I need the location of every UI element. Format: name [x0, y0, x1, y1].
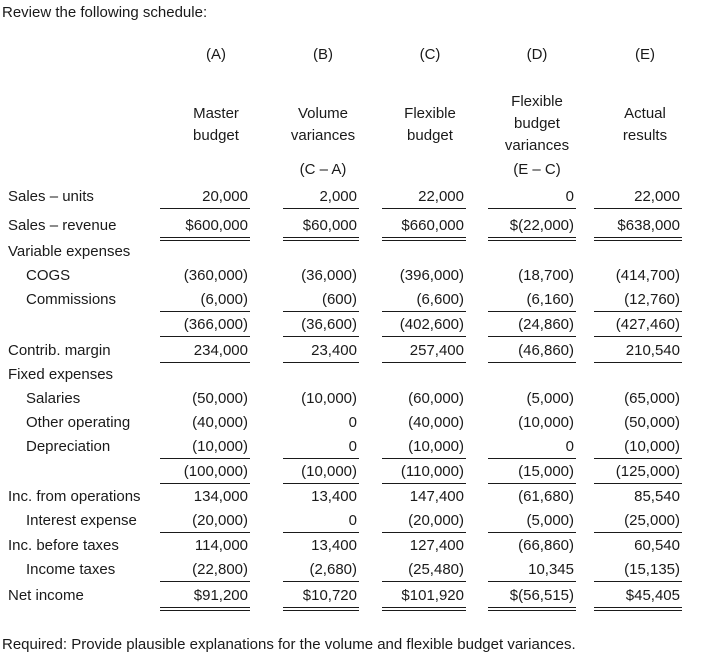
underline — [382, 483, 466, 484]
column-letter: (C) — [419, 46, 441, 63]
value-cell: 23,400 — [311, 342, 357, 359]
value-cell: (15,135) — [624, 561, 680, 578]
row-label: Income taxes — [26, 561, 116, 578]
value-cell: 2,000 — [319, 188, 357, 205]
value-cell: 234,000 — [193, 342, 248, 359]
row-label: Commissions — [26, 291, 117, 308]
underline — [160, 607, 250, 608]
row-label: Salaries — [26, 390, 81, 407]
instructions-text: Review the following schedule: — [2, 4, 208, 21]
double-underline — [382, 610, 466, 611]
underline — [594, 607, 682, 608]
double-underline — [160, 610, 250, 611]
value-cell: (36,000) — [301, 267, 357, 284]
value-cell: $638,000 — [617, 217, 680, 234]
column-title-line: budget — [514, 115, 560, 132]
row-label: COGS — [26, 267, 71, 284]
value-cell: (15,000) — [518, 463, 574, 480]
value-cell: 127,400 — [409, 537, 464, 554]
column-formula: (E – C) — [513, 161, 561, 178]
row-label: Net income — [8, 587, 84, 604]
value-cell: (61,680) — [518, 488, 574, 505]
underline — [382, 208, 466, 209]
underline — [382, 532, 466, 533]
underline — [283, 458, 359, 459]
value-cell: $101,920 — [401, 587, 464, 604]
column-title-line: budget — [407, 127, 453, 144]
row-label: Inc. before taxes — [8, 537, 119, 554]
underline — [488, 336, 576, 337]
underline — [160, 208, 250, 209]
column-formula: (C – A) — [299, 161, 347, 178]
value-cell: (5,000) — [526, 512, 574, 529]
value-cell: 13,400 — [311, 488, 357, 505]
value-cell: (6,600) — [416, 291, 464, 308]
value-cell: (360,000) — [183, 267, 248, 284]
underline — [594, 311, 682, 312]
value-cell: (60,000) — [408, 390, 464, 407]
value-cell: (5,000) — [526, 390, 574, 407]
column-letter: (B) — [313, 46, 333, 63]
underline — [160, 458, 250, 459]
underline — [160, 362, 250, 363]
value-cell: 114,000 — [194, 537, 248, 554]
value-cell: (25,000) — [624, 512, 680, 529]
underline — [283, 532, 359, 533]
value-cell: 257,400 — [409, 342, 464, 359]
value-cell: (40,000) — [192, 414, 248, 431]
value-cell: (46,860) — [518, 342, 574, 359]
double-underline — [283, 610, 359, 611]
underline — [283, 607, 359, 608]
value-cell: (110,000) — [400, 463, 464, 480]
value-cell: (50,000) — [192, 390, 248, 407]
value-cell: 22,000 — [418, 188, 464, 205]
underline — [283, 362, 359, 363]
underline — [283, 581, 359, 582]
value-cell: (6,000) — [200, 291, 248, 308]
value-cell: $10,720 — [302, 587, 357, 604]
underline — [283, 336, 359, 337]
value-cell: 0 — [565, 438, 574, 455]
value-cell: (10,000) — [408, 438, 464, 455]
value-cell: 85,540 — [634, 488, 680, 505]
value-cell: (2,680) — [309, 561, 357, 578]
underline — [594, 362, 682, 363]
row-label: Interest expense — [26, 512, 137, 529]
column-letter: (D) — [526, 46, 548, 63]
value-cell: (100,000) — [183, 463, 248, 480]
value-cell: 10,345 — [528, 561, 574, 578]
value-cell: 20,000 — [202, 188, 248, 205]
underline — [594, 208, 682, 209]
value-cell: (10,000) — [301, 463, 357, 480]
column-letter: (A) — [206, 46, 226, 63]
value-cell: 0 — [348, 512, 357, 529]
value-cell: (125,000) — [615, 463, 680, 480]
column-title-line: Flexible — [404, 105, 456, 122]
column-title-line: variances — [504, 137, 570, 154]
value-cell: (366,000) — [183, 316, 248, 333]
value-cell: (10,000) — [301, 390, 357, 407]
value-cell: (402,600) — [399, 316, 464, 333]
required-text: Required: Provide plausible explanations for the volume and flexible budget variances. — [2, 636, 576, 653]
value-cell: $91,200 — [193, 587, 248, 604]
underline — [594, 483, 682, 484]
underline — [488, 237, 576, 238]
value-cell: (12,760) — [624, 291, 680, 308]
row-label: Other operating — [26, 414, 131, 431]
value-cell: (18,700) — [518, 267, 574, 284]
underline — [594, 532, 682, 533]
row-label: Variable expenses — [8, 243, 131, 260]
underline — [594, 458, 682, 459]
double-underline — [283, 240, 359, 241]
value-cell: (20,000) — [192, 512, 248, 529]
value-cell: (66,860) — [518, 537, 574, 554]
underline — [488, 362, 576, 363]
double-underline — [488, 610, 576, 611]
value-cell: (10,000) — [624, 438, 680, 455]
underline — [488, 483, 576, 484]
underline — [160, 336, 250, 337]
value-cell: (10,000) — [192, 438, 248, 455]
value-cell: $660,000 — [401, 217, 464, 234]
underline — [488, 311, 576, 312]
value-cell: (6,160) — [526, 291, 574, 308]
column-title-line: Flexible — [511, 93, 563, 110]
value-cell: (24,860) — [518, 316, 574, 333]
underline — [160, 311, 250, 312]
value-cell: (396,000) — [399, 267, 464, 284]
value-cell: (36,600) — [301, 316, 357, 333]
row-label: Inc. from operations — [8, 488, 141, 505]
double-underline — [488, 240, 576, 241]
underline — [488, 532, 576, 533]
row-label: Depreciation — [26, 438, 111, 455]
column-title-line: Actual — [624, 105, 666, 122]
underline — [382, 607, 466, 608]
double-underline — [382, 240, 466, 241]
double-underline — [594, 240, 682, 241]
underline — [283, 483, 359, 484]
underline — [160, 532, 250, 533]
underline — [488, 607, 576, 608]
column-title-line: results — [622, 127, 668, 144]
value-cell: $60,000 — [302, 217, 357, 234]
value-cell: $45,405 — [625, 587, 680, 604]
underline — [160, 237, 250, 238]
row-label: Fixed expenses — [8, 366, 114, 383]
value-cell: 134,000 — [193, 488, 248, 505]
underline — [488, 208, 576, 209]
value-cell: 13,400 — [311, 537, 357, 554]
value-cell: (65,000) — [624, 390, 680, 407]
value-cell: (50,000) — [624, 414, 680, 431]
column-letter: (E) — [635, 46, 655, 63]
underline — [382, 311, 466, 312]
value-cell: 0 — [348, 438, 357, 455]
value-cell: (427,460) — [615, 316, 680, 333]
underline — [594, 237, 682, 238]
underline — [594, 336, 682, 337]
value-cell: $(22,000) — [509, 217, 574, 234]
row-label: Sales – units — [8, 188, 94, 205]
row-label: Contrib. margin — [8, 342, 111, 359]
column-title-line: Volume — [297, 105, 349, 122]
underline — [283, 237, 359, 238]
value-cell: (20,000) — [408, 512, 464, 529]
row-label: Sales – revenue — [8, 217, 117, 234]
value-cell: 22,000 — [634, 188, 680, 205]
underline — [382, 336, 466, 337]
underline — [160, 581, 250, 582]
value-cell: (414,700) — [615, 267, 680, 284]
underline — [382, 581, 466, 582]
double-underline — [160, 240, 250, 241]
underline — [382, 362, 466, 363]
value-cell: $(56,515) — [509, 587, 574, 604]
value-cell: (22,800) — [192, 561, 248, 578]
value-cell: (25,480) — [408, 561, 464, 578]
column-title-line: Master — [193, 105, 239, 122]
underline — [160, 483, 250, 484]
value-cell: (600) — [321, 291, 357, 308]
underline — [594, 581, 682, 582]
underline — [488, 581, 576, 582]
value-cell: (40,000) — [408, 414, 464, 431]
underline — [283, 208, 359, 209]
underline — [382, 237, 466, 238]
value-cell: 210,540 — [625, 342, 680, 359]
column-title-line: budget — [193, 127, 239, 144]
value-cell: 147,400 — [409, 488, 464, 505]
value-cell: 0 — [565, 188, 574, 205]
column-title-line: variances — [290, 127, 356, 144]
value-cell: (10,000) — [518, 414, 574, 431]
double-underline — [594, 610, 682, 611]
value-cell: $600,000 — [185, 217, 248, 234]
underline — [283, 311, 359, 312]
value-cell: 0 — [348, 414, 357, 431]
value-cell: 60,540 — [634, 537, 680, 554]
underline — [488, 458, 576, 459]
underline — [382, 458, 466, 459]
